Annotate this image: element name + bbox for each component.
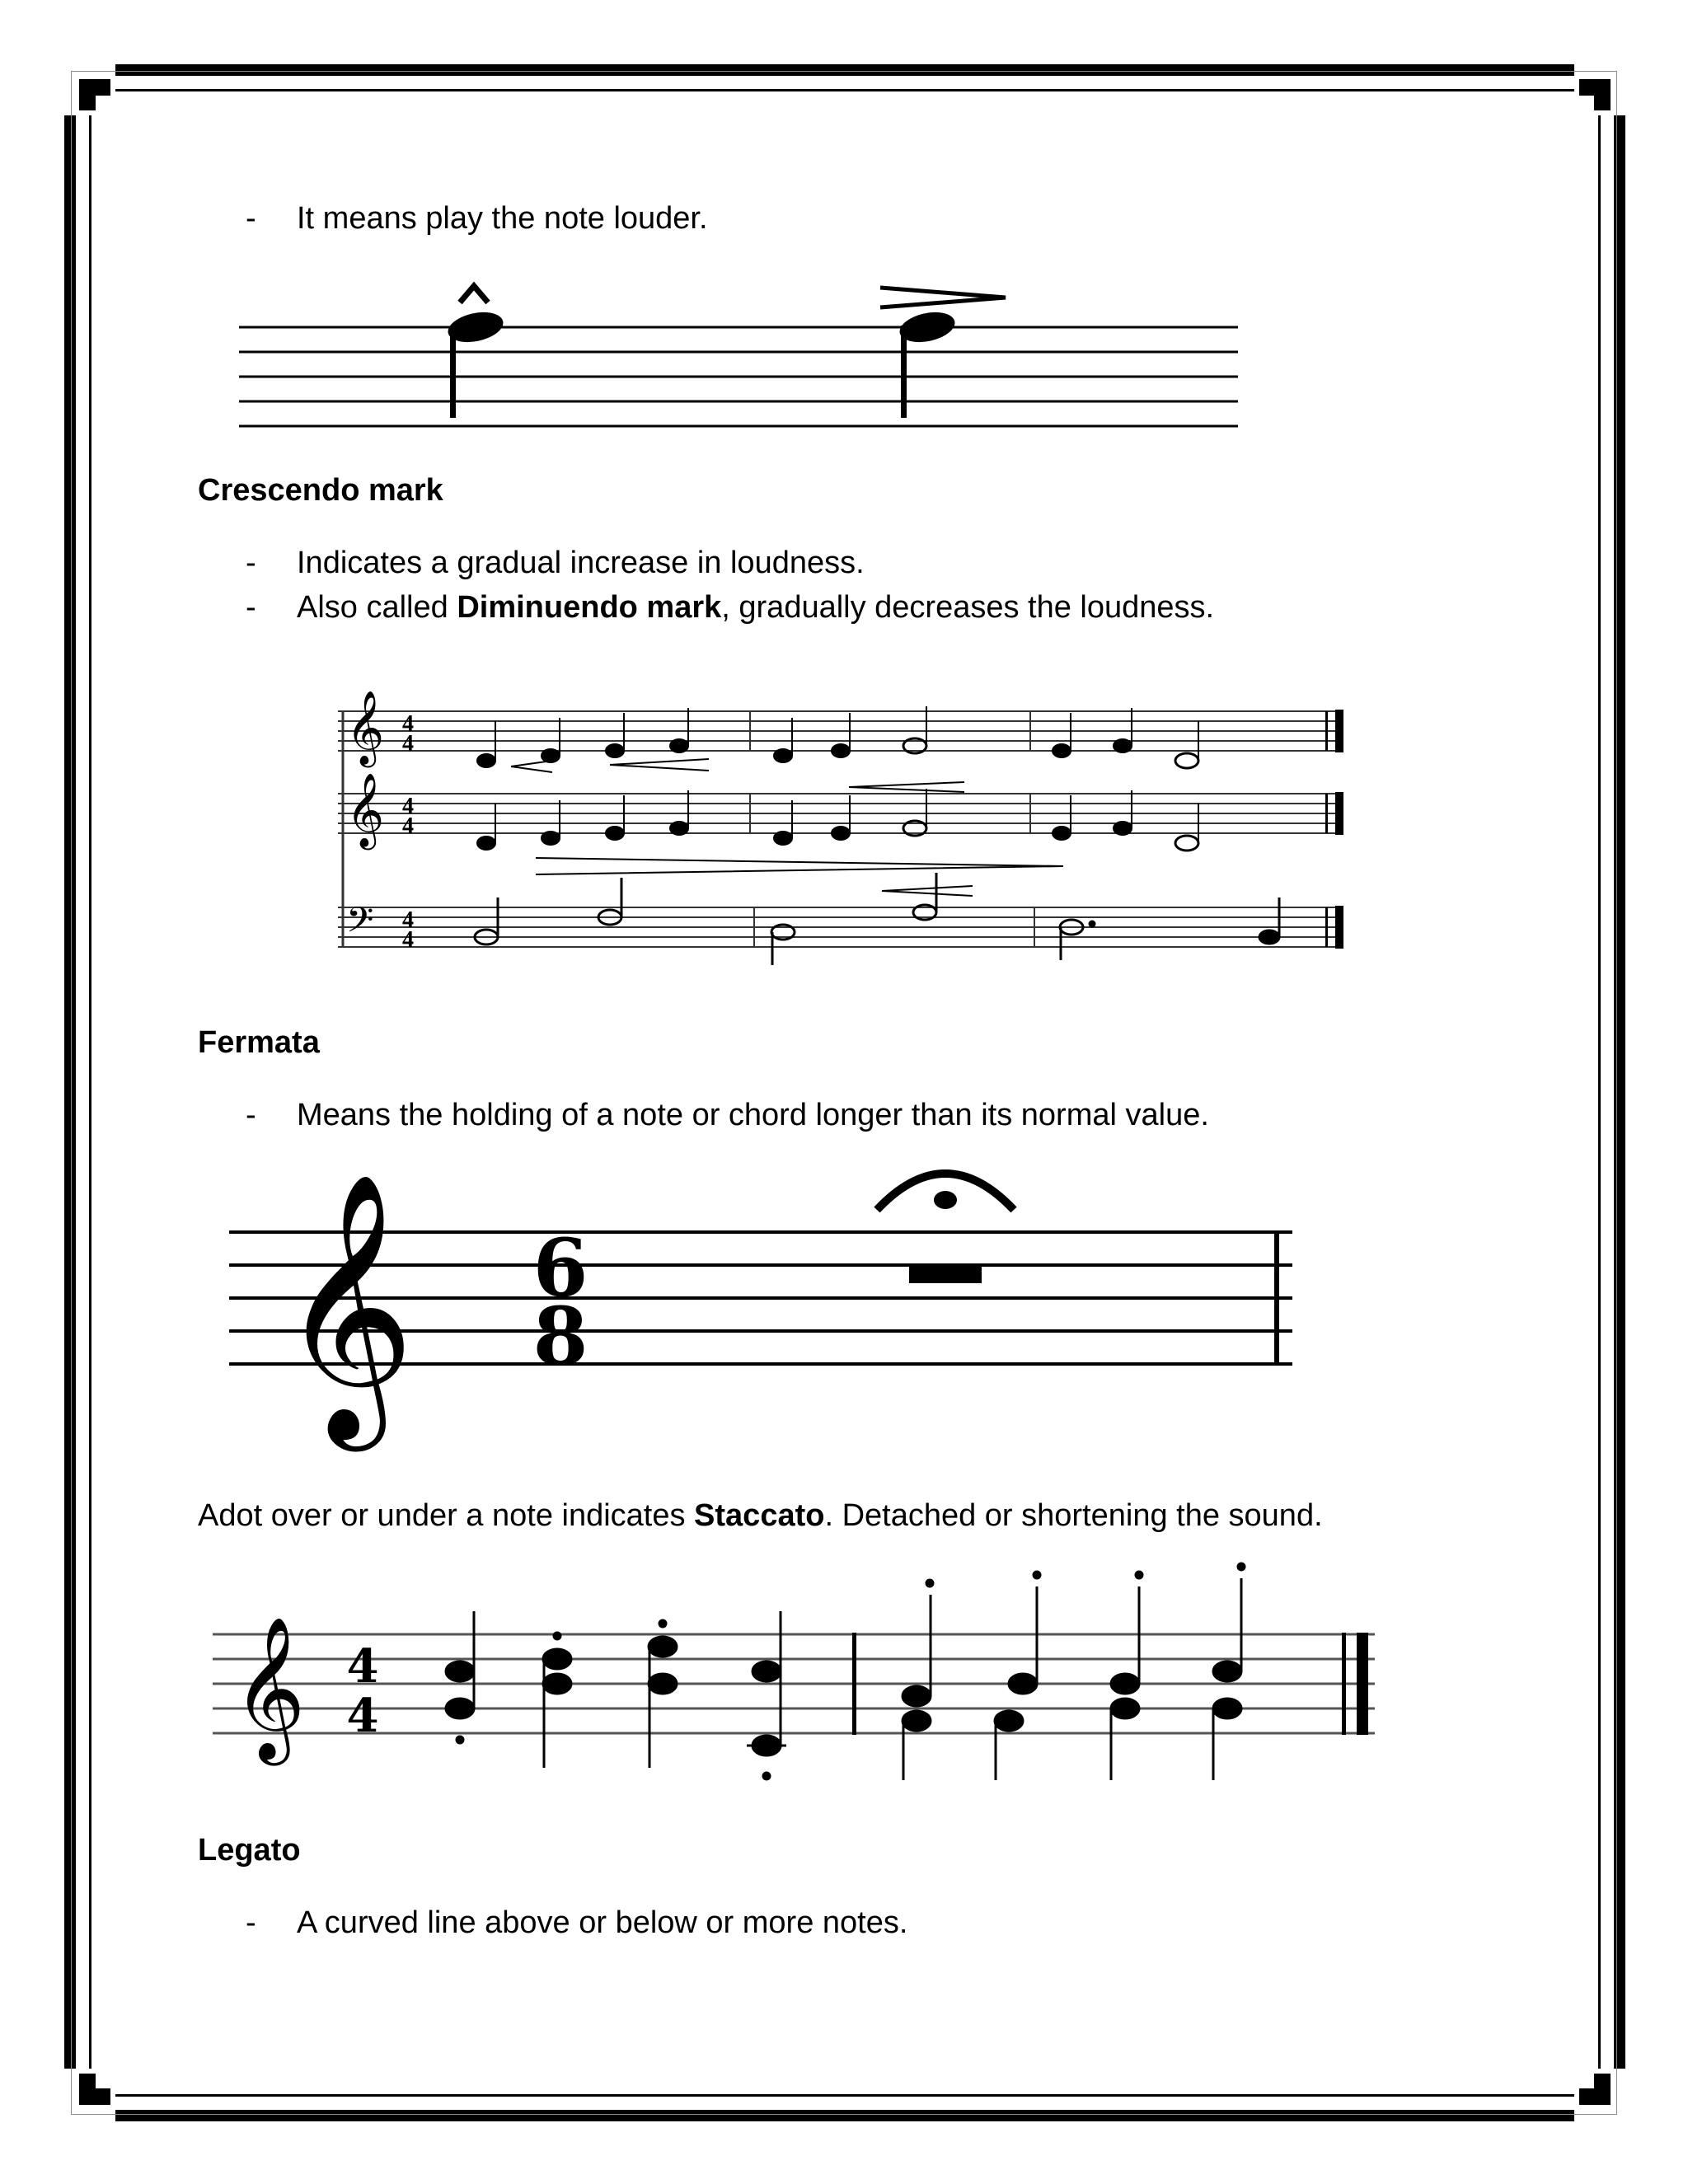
fermata-description: Means the holding of a note or chord longer than its normal value. bbox=[297, 1098, 1209, 1132]
staccato-description bbox=[198, 1497, 1323, 1535]
treble-clef-icon: 𝄞 bbox=[346, 773, 385, 847]
border-top-inner bbox=[115, 89, 1574, 91]
corner-tl-b bbox=[79, 79, 110, 96]
diminuendo-text-post: , gradually decreases the loudness. bbox=[721, 590, 1215, 625]
treble-clef-icon: 𝄞 bbox=[346, 691, 385, 765]
staff-lines bbox=[338, 907, 1343, 947]
border-hair-right bbox=[1616, 71, 1617, 2115]
fermata-staff-figure bbox=[229, 1162, 1301, 1440]
time-signature-top: 4 bbox=[402, 794, 414, 819]
staff-1-notes bbox=[477, 706, 1198, 768]
bullet-dash: - bbox=[246, 590, 256, 625]
diminuendo-text-pre: Also called bbox=[297, 590, 457, 625]
staccato-staff-figure bbox=[213, 1570, 1383, 1784]
border-hair-top bbox=[71, 71, 1617, 72]
staccato-text-pre: Adot over or under a note indicates bbox=[198, 1498, 695, 1533]
corner-bl-b bbox=[79, 2088, 110, 2105]
staccato-term: Staccato bbox=[694, 1498, 825, 1533]
corner-br-b bbox=[1579, 2088, 1611, 2105]
final-barline bbox=[1357, 1633, 1368, 1735]
fermata-dot bbox=[934, 1191, 957, 1209]
diminuendo-description bbox=[297, 588, 1214, 626]
time-signature-bottom: 4 bbox=[402, 813, 414, 839]
border-top-thick bbox=[115, 64, 1574, 76]
staff-lines bbox=[239, 327, 1238, 426]
treble-clef-icon: 𝄞 bbox=[232, 1616, 306, 1760]
legato-heading: Legato bbox=[198, 1833, 301, 1868]
diminuendo-term: Diminuendo mark bbox=[457, 590, 722, 625]
time-signature-bottom: 4 bbox=[346, 1689, 379, 1743]
time-signature-bottom: 4 bbox=[402, 927, 414, 953]
legato-description: A curved line above or below or more notes. bbox=[297, 1905, 908, 1940]
accent-staff-figure bbox=[239, 276, 1238, 441]
staff-lines bbox=[213, 1634, 1375, 1733]
accent-mark-icon bbox=[880, 288, 1006, 307]
crescendo-description: Indicates a gradual increase in loudness. bbox=[297, 546, 865, 580]
time-signature-top: 4 bbox=[402, 711, 414, 737]
staccato-measure-1 bbox=[446, 1611, 786, 1779]
border-right-inner bbox=[1598, 115, 1601, 2069]
border-hair-bottom bbox=[71, 2114, 1617, 2115]
time-signature-top: 6 bbox=[532, 1221, 588, 1315]
border-bottom-thick bbox=[115, 2110, 1574, 2121]
border-bottom-inner bbox=[115, 2094, 1574, 2097]
staff-2-notes bbox=[477, 789, 1198, 851]
final-barline bbox=[1274, 1230, 1279, 1366]
crescendo-heading: Crescendo mark bbox=[198, 473, 443, 508]
crescendo-hairpin-icon bbox=[511, 759, 709, 772]
treble-clef-icon: 𝄞 bbox=[279, 1171, 415, 1440]
time-signature-bottom: 4 bbox=[402, 731, 414, 757]
fermata-heading: Fermata bbox=[198, 1025, 320, 1060]
bass-clef-icon: 𝄢 bbox=[346, 900, 374, 949]
dynamics-score-figure bbox=[338, 688, 1352, 968]
border-left-thick bbox=[64, 115, 76, 2069]
marcato-icon bbox=[460, 286, 488, 302]
staccato-text-post: . Detached or shortening the sound. bbox=[824, 1498, 1323, 1533]
bullet-dash: - bbox=[246, 201, 256, 236]
bass-staff-notes bbox=[475, 873, 1279, 965]
bullet-dash: - bbox=[246, 1905, 256, 1940]
border-hair-left bbox=[71, 71, 72, 2115]
bullet-dash: - bbox=[246, 546, 256, 580]
border-left-inner bbox=[89, 115, 91, 2069]
time-signature-bottom: 8 bbox=[532, 1290, 588, 1383]
bullet-dash: - bbox=[246, 1098, 256, 1132]
accent-description: It means play the note louder. bbox=[297, 201, 708, 236]
time-signature-top: 4 bbox=[402, 907, 414, 933]
whole-rest-icon bbox=[909, 1265, 982, 1283]
time-signature-top: 4 bbox=[346, 1639, 379, 1694]
corner-tr-b bbox=[1579, 79, 1611, 96]
staccato-measure-2 bbox=[903, 1563, 1245, 1780]
